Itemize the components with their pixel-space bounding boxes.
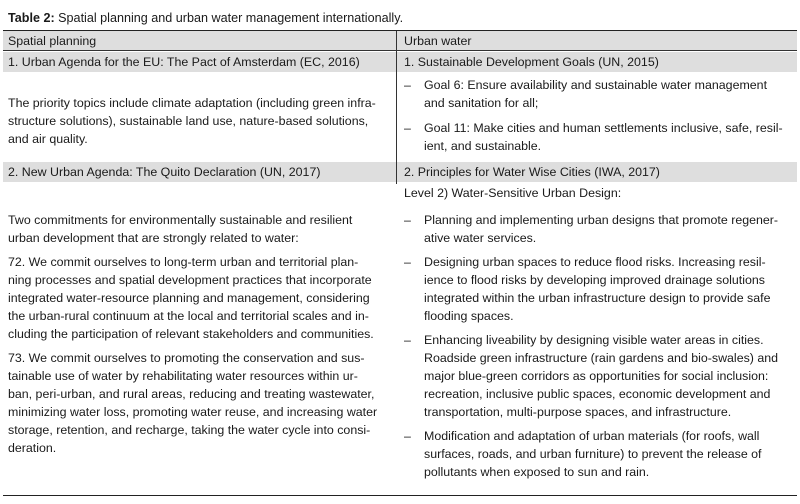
text-line: ative water services. (424, 231, 537, 245)
comparison-table (3, 30, 797, 496)
commitment-73 (8, 349, 393, 457)
commitment-72 (8, 253, 393, 343)
text-line: minimizing water loss, promoting water reuse, and increasing water (8, 405, 378, 419)
header-band (3, 31, 797, 51)
text-line: and sanitation for all; (424, 96, 539, 110)
text-line: Roadside green infrastructure (rain gardens and bio-swales) and (424, 351, 779, 365)
text-line: The priority topics include climate adaptation (including green infra- (8, 96, 376, 110)
text-line: transportation, multi-purpose spaces, and infrastructure. (424, 405, 732, 419)
commitments-intro (8, 211, 393, 247)
text-line: 73. We commit ourselves to promoting the conservation and sus- (8, 351, 365, 365)
text-line: cluding the participation of relevant stakeholders and communities. (8, 327, 374, 341)
section2-left-title: 2. New Urban Agenda: The Quito Declaration (UN, 2017) (8, 165, 321, 179)
table-caption (8, 10, 792, 26)
goal-11-item (404, 119, 794, 155)
dash-bullet: – (404, 333, 411, 347)
goal-6-item (404, 76, 794, 112)
text-line: pollutants when exposed to sun and rain. (424, 465, 650, 479)
text-line: urban development that are strongly related to water: (8, 231, 299, 245)
text-line: surfaces, roads, and urban furniture) to prevent the release of (424, 447, 762, 461)
text-line: ience to flood risks by developing improved drainage solutions (424, 273, 765, 287)
wsud-item-flood-risk (404, 253, 794, 325)
text-line: deration. (8, 441, 57, 455)
text-line: the urban-rural continuum at the local and territorial scales and in- (8, 309, 369, 323)
column-divider (396, 31, 397, 184)
section1-right-title: 1. Sustainable Development Goals (UN, 2015) (404, 55, 659, 69)
text-line: tainable use of water by rehabilitating water resources within ur- (8, 369, 358, 383)
section2-left-body (8, 211, 393, 457)
text-line: Modification and adaptation of urban materials (for roofs, wall (424, 429, 760, 443)
text-line: ban, peri-urban, and rural areas, reducing and treating wastewater, (8, 387, 375, 401)
text-line: Enhancing liveability by designing visible water areas in cities. (424, 333, 764, 347)
text-line: 72. We commit ourselves to long-term urban and territorial plan- (8, 255, 359, 269)
caption-text: Spatial planning and urban water management internationally. (54, 11, 404, 25)
section1-left-body (8, 94, 393, 148)
wsud-item-liveability (404, 331, 794, 421)
text-line: major blue-green corridors as opportunities for social inclusion: (424, 369, 769, 383)
dash-bullet: – (404, 429, 411, 443)
section1-right-goals (404, 76, 794, 155)
dash-bullet: – (404, 213, 411, 227)
text-line: Goal 11: Make cities and human settlements inclusive, safe, resil- (424, 121, 783, 135)
text-line: integrated within the urban infrastructure design to provide safe (424, 291, 771, 305)
dash-bullet: – (404, 255, 411, 269)
text-line: structure solutions), sustainable land use, nature-based solutions, (8, 114, 369, 128)
text-line: Designing urban spaces to reduce flood risks. Increasing resil- (424, 255, 766, 269)
text-line: Planning and implementing urban designs that promote regener- (424, 213, 779, 227)
text-line: and air quality. (8, 132, 88, 146)
text-line: ning processes and spatial development practices that incorporate (8, 273, 372, 287)
text-line: ient, and sustainable. (424, 139, 542, 153)
section2-right-level: Level 2) Water-Sensitive Urban Design: (404, 186, 622, 200)
header-urban-water: Urban water (404, 34, 472, 48)
caption-label: Table 2: (8, 11, 55, 25)
text-line: flooding spaces. (424, 309, 514, 323)
section2-right-title: 2. Principles for Water Wise Cities (IWA, 2017) (404, 165, 660, 179)
section1-left-title: 1. Urban Agenda for the EU: The Pact of Amsterdam (EC, 2016) (8, 55, 360, 69)
text-line: storage, retention, and recharge, taking the water cycle into consi- (8, 423, 371, 437)
dash-bullet: – (404, 121, 411, 135)
header-spatial-planning: Spatial planning (8, 34, 97, 48)
text-line: Goal 6: Ensure availability and sustainable water management (424, 78, 768, 92)
dash-bullet: – (404, 78, 411, 92)
text-line: recreation, inclusive public spaces, economic development and (424, 387, 771, 401)
text-line: integrated water-resource planning and management, considering (8, 291, 370, 305)
text-line: Two commitments for environmentally sustainable and resilient (8, 213, 353, 227)
wsud-item-materials (404, 427, 794, 481)
section2-right-items (404, 211, 794, 481)
wsud-item-regenerative (404, 211, 794, 247)
